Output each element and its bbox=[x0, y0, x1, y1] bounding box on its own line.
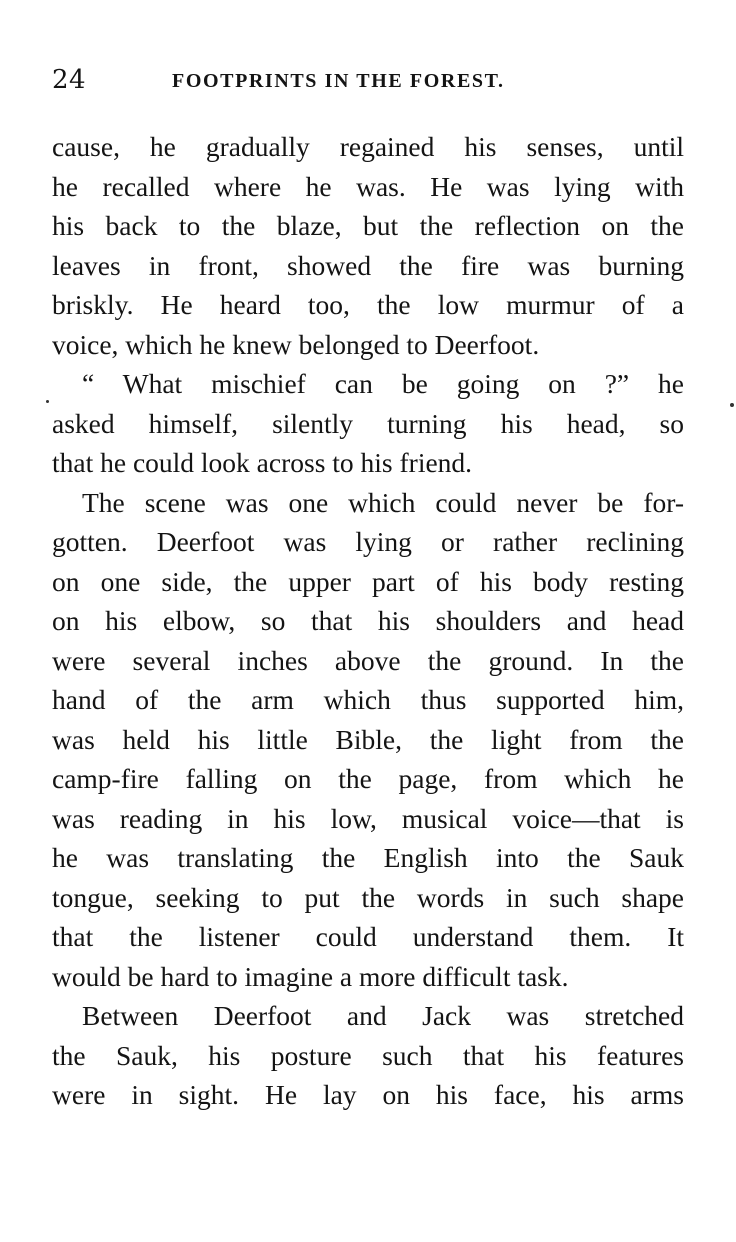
text-line: on one side, the upper part of his body resting bbox=[52, 565, 684, 597]
text-line: was held his little Bible, the light from the bbox=[52, 723, 684, 755]
text-line: he recalled where he was. He was lying with bbox=[52, 170, 684, 202]
text-line: on his elbow, so that his shoulders and head bbox=[52, 605, 684, 636]
text-line: asked himself, silently turning his head, so bbox=[52, 407, 684, 439]
text-line: tongue, seeking to put the words in such shape bbox=[52, 881, 684, 913]
page-number: 24 bbox=[52, 65, 87, 95]
text-line: hand of the arm which thus supported him, bbox=[52, 684, 684, 715]
text-line: voice, which he knew belonged to Deerfoot. bbox=[52, 328, 540, 360]
text-line: Between Deerfoot and Jack was stretched bbox=[82, 1000, 684, 1031]
text-line: briskly. He heard too, the low murmur of a bbox=[52, 289, 684, 320]
text-line: that the listener could understand them. It bbox=[52, 921, 684, 952]
text-line: that he could look across to his friend. bbox=[52, 447, 473, 478]
text-line: his back to the blaze, but the reflection on the bbox=[52, 210, 684, 241]
text-line: camp-fire falling on the page, from which he bbox=[52, 763, 684, 794]
paragraph-3 bbox=[52, 483, 684, 997]
text-line: he was translating the English into the Sauk bbox=[52, 842, 684, 873]
text-line: would be hard to imagine a more difficult task. bbox=[52, 960, 569, 992]
paragraph-4 bbox=[52, 996, 684, 1115]
text-line: gotten. Deerfoot was lying or rather reclining bbox=[52, 526, 684, 557]
text-line: “ What mischief can be going on ?” he bbox=[82, 368, 684, 399]
text-line: were in sight. He lay on his face, his arms bbox=[52, 1079, 684, 1110]
running-head bbox=[52, 62, 684, 98]
text-line: the Sauk, his posture such that his features bbox=[52, 1039, 684, 1071]
text-line: cause, he gradually regained his senses, until bbox=[52, 131, 684, 162]
paragraph-2 bbox=[52, 364, 684, 483]
print-speck bbox=[46, 400, 49, 403]
text-line: were several inches above the ground. In the bbox=[52, 644, 684, 676]
text-line: was reading in his low, musical voice—that is bbox=[52, 802, 684, 834]
running-title: FOOTPRINTS IN THE FOREST. bbox=[172, 70, 505, 92]
body-text bbox=[52, 127, 684, 1115]
print-speck bbox=[730, 403, 734, 407]
text-line: leaves in front, showed the fire was burning bbox=[52, 249, 684, 281]
text-line: The scene was one which could never be for- bbox=[82, 486, 684, 518]
paragraph-1 bbox=[52, 127, 684, 364]
